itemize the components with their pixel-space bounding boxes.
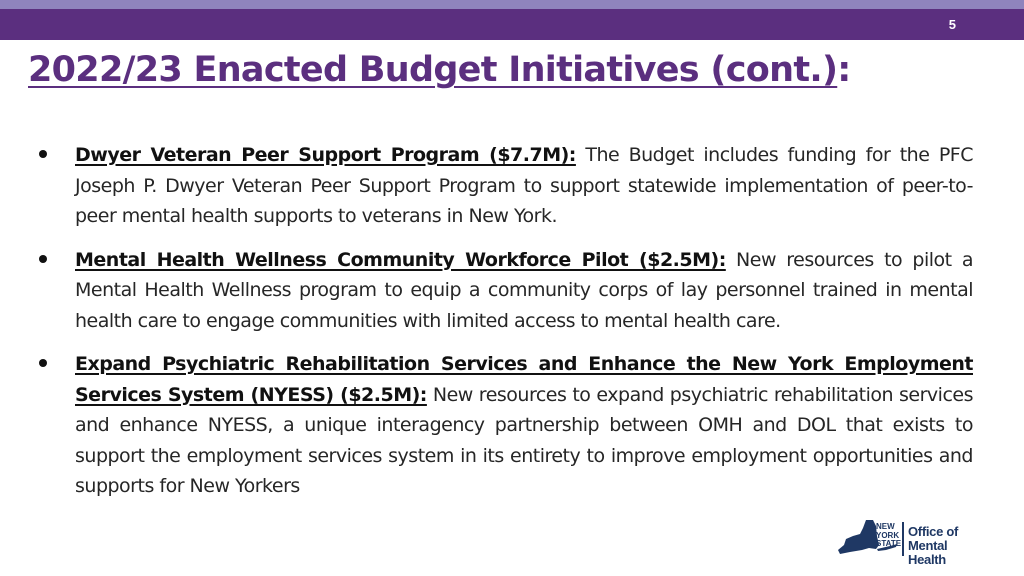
logo-office-name: Office of Mental Health	[908, 524, 959, 567]
initiative-paragraph	[75, 245, 973, 337]
logo-state-name: NEW YORK STATE	[876, 522, 902, 548]
initiative-paragraph	[75, 349, 973, 502]
initiative-heading: Mental Health Wellness Community Workforce Pilot ($2.5M):	[75, 248, 726, 271]
slide-number: 5	[948, 17, 956, 32]
initiatives-list	[0, 140, 1024, 502]
initiative-heading: Dwyer Veteran Peer Support Program ($7.7M):	[75, 144, 576, 166]
page-title	[28, 50, 851, 90]
logo-divider	[902, 522, 904, 556]
omh-logo	[836, 518, 988, 567]
bullet-dot-icon	[39, 255, 47, 263]
list-item	[75, 245, 973, 337]
list-item	[75, 140, 973, 232]
header-bar	[0, 9, 1024, 40]
page-title-colon: :	[837, 50, 851, 90]
header-accent-strip	[0, 0, 1024, 9]
initiative-description: The Budget includes funding for the PFC Joseph P. Dwyer Veteran Peer Support Program to support statewide implementation of peer-to-peer mental health supports to veterans in New York.	[75, 144, 973, 227]
page-title-text: 2022/23 Enacted Budget Initiatives (cont.)	[28, 50, 838, 90]
bullet-dot-icon	[39, 150, 47, 158]
initiative-heading: Expand Psychiatric Rehabilitation Services and Enhance the New York Employment Services System (NYESS) ($2.5M):	[75, 353, 973, 406]
initiative-paragraph	[75, 140, 973, 232]
bullet-dot-icon	[39, 359, 47, 367]
initiative-description: New resources to pilot a Mental Health Wellness program to equip a community corps of lay personnel trained in mental health care to engage communities with limited access to mental health care.	[75, 248, 973, 332]
list-item	[75, 349, 973, 502]
initiative-description: New resources to expand psychiatric rehabilitation services and enhance NYESS, a unique interagency partnership between OMH and DOL that exists to support the employment services system in its entirety to improve employment opportunities and supports for New Yorkers	[75, 383, 973, 497]
